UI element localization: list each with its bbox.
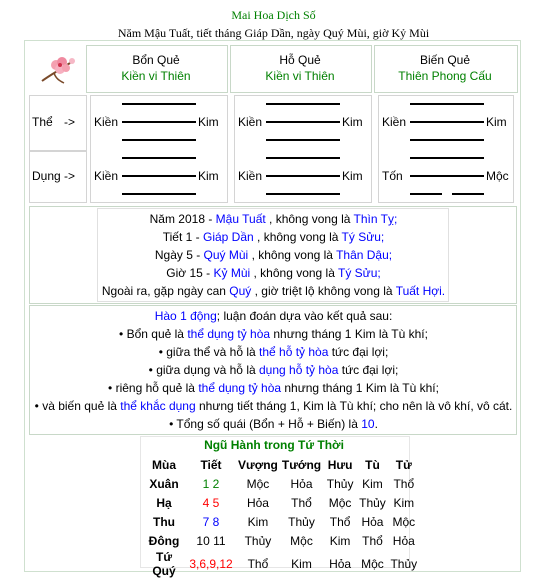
element-cell: Thổ (393, 476, 415, 491)
day-kv-label: , không vong là (248, 248, 337, 262)
col-header: Mùa (152, 457, 176, 472)
hour-ganzhi: Kỷ Mùi (213, 266, 251, 280)
day-label: Ngày 5 - (154, 248, 204, 262)
dung-arrow: -> (64, 169, 76, 183)
tiet-cell: 1 2 (202, 476, 220, 491)
bien-upper-element: Kim (486, 115, 507, 129)
app-title: Mai Hoa Dịch Số (231, 8, 316, 22)
month-label: Tiết 1 - (162, 230, 203, 244)
ban-lower-element: Kim (198, 169, 219, 183)
analysis-line-2 (0, 345, 547, 359)
hexagram-line (410, 121, 484, 123)
bien-lower-element: Mộc (486, 169, 509, 183)
col-header: Vượng (238, 457, 278, 472)
season-cell: Hạ (156, 495, 172, 510)
year-label: Năm 2018 - (149, 212, 216, 226)
analysis-highlight: thể hỗ tỷ hòa (259, 345, 329, 359)
year-kv: Thìn Tỵ; (353, 212, 398, 226)
hexagram-line (266, 157, 340, 159)
element-cell: Kim (247, 514, 269, 529)
extra-kv: Tuất Hợi. (395, 284, 446, 298)
analysis-text: Bổn quẻ là (126, 327, 188, 341)
season-cell: Thu (153, 514, 175, 529)
bullet: • (148, 363, 157, 377)
season-cell: Tứ Quý (152, 550, 176, 578)
element-cell: Thổ (329, 514, 351, 529)
analysis-text: nhưng tháng 1 Kim là Tù khí; (281, 381, 439, 395)
analysis-highlight: thể dụng tỷ hòa (198, 381, 282, 395)
gua-name-ban: Kiền vi Thiên (121, 69, 191, 83)
analysis-text: và biến quẻ là (42, 399, 121, 413)
hexagram-line (410, 103, 484, 105)
hexagram-line (122, 121, 196, 123)
hexagram-line (410, 139, 484, 141)
analysis-text: riêng hỗ quẻ là (115, 381, 199, 395)
hexagram-line (122, 103, 196, 105)
bien-lower-trigram: Tốn (382, 169, 403, 183)
analysis-highlight: thể dụng tỷ hòa (187, 327, 271, 341)
element-cell: Kim (393, 495, 415, 510)
hour-line (0, 266, 547, 280)
season-cell: Xuân (149, 476, 179, 491)
day-ganzhi: Quý Mùi (203, 248, 249, 262)
analysis-text: tức đại lợi; (338, 363, 399, 377)
element-cell: Thủy (288, 514, 315, 529)
element-cell: Hỏa (392, 533, 415, 548)
the-label: Thể (32, 115, 53, 129)
gua-title-ho: Hỗ Quẻ (279, 53, 321, 67)
extra-kv-label: , giờ triệt lộ không vong là (251, 284, 396, 298)
analysis-text: giữa thể và hỗ là (166, 345, 259, 359)
total-number: 10 (361, 417, 375, 431)
hexagram-line (122, 139, 196, 141)
hexagram-line (410, 175, 484, 177)
bien-upper-trigram: Kiền (382, 115, 407, 129)
hexagram-line (410, 157, 484, 159)
analysis-text: nhưng tháng 1 Kim là Tù khí; (270, 327, 428, 341)
element-cell: Thổ (291, 495, 312, 510)
analysis-heading (0, 309, 547, 323)
element-cell: Thổ (247, 557, 269, 571)
year-kv-label: , không vong là (265, 212, 354, 226)
element-cell: Mộc (290, 533, 313, 548)
analysis-text: giữa dụng và hỗ là (156, 363, 259, 377)
season-cell: Đông (148, 533, 180, 548)
month-ganzhi: Giáp Dần (202, 230, 254, 244)
analysis-text: . (374, 417, 378, 431)
analysis-line-6 (0, 417, 547, 431)
hexagram-line (266, 193, 340, 195)
hour-kv-label: , không vong là (250, 266, 339, 280)
five-elements-table (142, 455, 420, 578)
extra-label: Ngoài ra, gặp ngày can (101, 284, 230, 298)
element-cell: Hỏa (361, 514, 384, 529)
hexagram-line (266, 139, 340, 141)
element-cell: Thủy (244, 533, 272, 548)
element-cell: Hỏa (290, 476, 313, 491)
bullet: • (108, 381, 116, 395)
element-cell: Mộc (392, 514, 416, 529)
analysis-highlight: thể khắc dụng (120, 399, 196, 413)
hexagram-line-broken-right (452, 193, 484, 195)
analysis-text: tức đại lợi; (328, 345, 389, 359)
plum-blossom-icon (40, 53, 80, 85)
hexagram-line (122, 157, 196, 159)
table-row (142, 531, 420, 550)
element-cell: Thổ (362, 533, 383, 548)
tiet-cell: 10 11 (196, 533, 226, 548)
hexagram-panel-ban (90, 95, 228, 203)
element-cell: Kim (329, 533, 351, 548)
col-header: Tiết (200, 457, 222, 472)
hexagram-line (266, 175, 340, 177)
analysis-intro: ; luận đoán dựa vào kết quả sau: (216, 309, 393, 323)
year-ganzhi: Mậu Tuất (215, 212, 266, 226)
ho-lower-element: Kim (342, 169, 363, 183)
day-kv: Thân Dậu; (336, 248, 393, 262)
month-kv-label: , không vong là (253, 230, 342, 244)
extra-can: Quý (229, 284, 252, 298)
hexagram-panel-ho (234, 95, 372, 203)
hexagram-line (122, 193, 196, 195)
analysis-line-4 (0, 381, 547, 395)
ho-upper-trigram: Kiền (238, 115, 263, 129)
element-cell: Hỏa (329, 557, 352, 571)
gua-title-bien: Biến Quẻ (419, 53, 471, 67)
table-header-row (142, 455, 420, 474)
element-cell: Mộc (246, 476, 270, 491)
the-arrow: -> (64, 115, 76, 129)
table-title: Ngũ Hành trong Tứ Thời (204, 438, 344, 452)
col-header: Tử (395, 457, 412, 472)
date-subtitle: Năm Mậu Tuất, tiết tháng Giáp Dần, ngày Quý Mùi, giờ Kỷ Mùi (117, 26, 430, 40)
tiet-cell: 3,6,9,12 (189, 557, 233, 571)
analysis-text: nhưng tiết tháng 1, Kim là Tù khí; cho nên là vô khí, vô cát. (195, 399, 513, 413)
day-line (0, 248, 547, 262)
moving-line: Hào 1 động (154, 309, 217, 323)
element-cell: Thủy (326, 476, 354, 491)
gua-title-ban: Bổn Quẻ (132, 53, 180, 67)
analysis-highlight: dụng hỗ tỷ hòa (259, 363, 339, 377)
hexagram-line-broken-left (410, 193, 442, 195)
table-row (142, 550, 420, 578)
analysis-line-5 (0, 399, 547, 413)
hexagram-line (122, 175, 196, 177)
hexagram-panel-bien (378, 95, 514, 203)
analysis-line-3 (0, 363, 547, 377)
analysis-line-1 (0, 327, 547, 341)
element-cell: Thủy (390, 557, 418, 571)
col-header: Tù (365, 457, 380, 472)
ban-lower-trigram: Kiền (94, 169, 119, 183)
bullet: • (119, 327, 127, 341)
bullet: • (169, 417, 177, 431)
tiet-cell: 7 8 (202, 514, 220, 529)
element-cell: Hỏa (246, 495, 269, 510)
bullet: • (158, 345, 167, 359)
ho-lower-trigram: Kiền (238, 169, 263, 183)
table-row (142, 493, 420, 512)
element-cell: Kim (291, 557, 312, 571)
dung-label: Dụng (32, 169, 61, 183)
ban-upper-element: Kim (198, 115, 219, 129)
col-header: Tướng (281, 457, 322, 472)
element-cell: Mộc (328, 495, 352, 510)
ho-upper-element: Kim (342, 115, 363, 129)
hour-label: Giờ 15 - (166, 266, 214, 280)
gua-name-ho: Kiền vi Thiên (265, 69, 335, 83)
element-cell: Thủy (359, 495, 386, 510)
extra-line (0, 284, 547, 298)
bullet: • (34, 399, 43, 413)
element-cell: Mộc (361, 557, 384, 571)
hexagram-line (266, 103, 340, 105)
year-line (0, 212, 547, 226)
col-header: Hưu (327, 457, 353, 472)
hexagram-line (266, 121, 340, 123)
month-line (0, 230, 547, 244)
ban-upper-trigram: Kiền (94, 115, 119, 129)
table-row (142, 474, 420, 493)
element-cell: Kim (362, 476, 383, 491)
table-row (142, 512, 420, 531)
hour-kv: Tý Sửu; (338, 266, 381, 280)
tiet-cell: 4 5 (202, 495, 220, 510)
month-kv: Tý Sửu; (341, 230, 385, 244)
gua-name-bien: Thiên Phong Cấu (398, 69, 492, 83)
analysis-text: Tổng số quái (Bổn + Hỗ + Biến) là (176, 417, 362, 431)
